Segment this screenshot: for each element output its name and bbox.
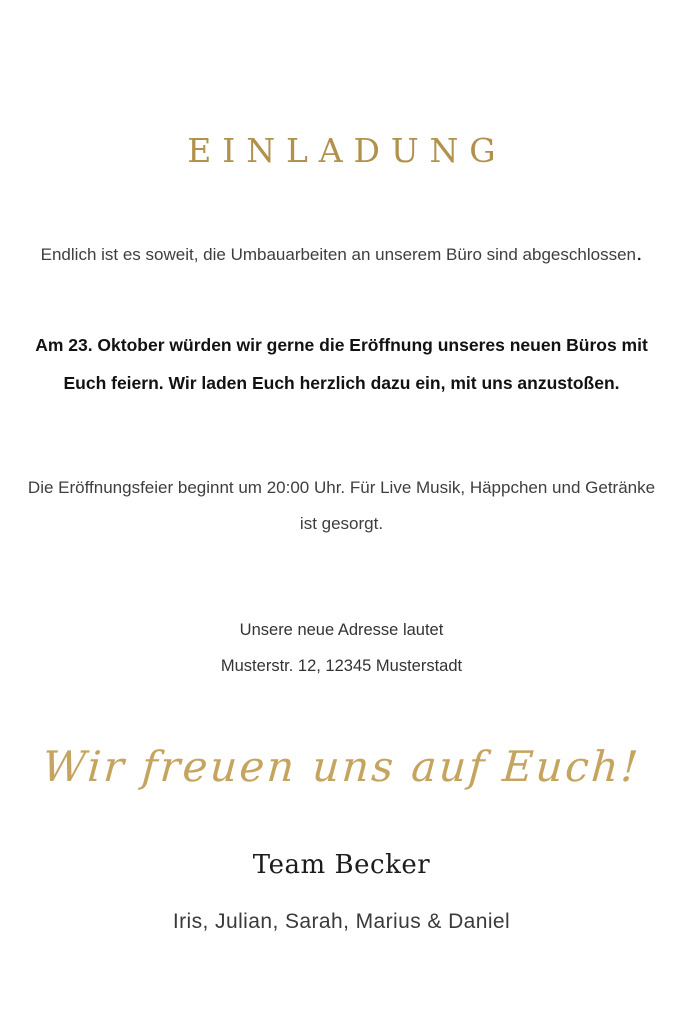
signature-team: Team Becker <box>252 850 431 880</box>
closing-script-text: Wir freuen uns auf Euch! <box>40 742 643 791</box>
address-line: Musterstr. 12, 12345 Musterstadt <box>220 657 463 675</box>
signature-names: Iris, Julian, Sarah, Marius & Daniel <box>172 910 511 933</box>
address-block <box>0 612 683 684</box>
invitation-title: EINLADUNG <box>187 131 507 170</box>
address-intro: Unsere neue Adresse lautet <box>239 621 444 639</box>
intro-paragraph <box>20 240 663 268</box>
highlight-line-2: Euch feiern. Wir laden Euch herzlich dazu ein, mit uns anzustoßen. <box>63 373 620 393</box>
highlight-paragraph <box>0 326 683 402</box>
highlight-line-1: Am 23. Oktober würden wir gerne die Eröffnung unseres neuen Büros mit <box>35 335 648 355</box>
details-paragraph <box>0 470 683 542</box>
intro-text: Endlich ist es soweit, die Umbauarbeiten an unserem Büro sind abgeschlossen <box>40 245 636 264</box>
details-line-2: ist gesorgt. <box>299 514 384 533</box>
intro-period: . <box>635 241 643 265</box>
details-line-1: Die Eröffnungsfeier beginnt um 20:00 Uhr. Für Live Musik, Häppchen und Getränke <box>27 478 656 497</box>
